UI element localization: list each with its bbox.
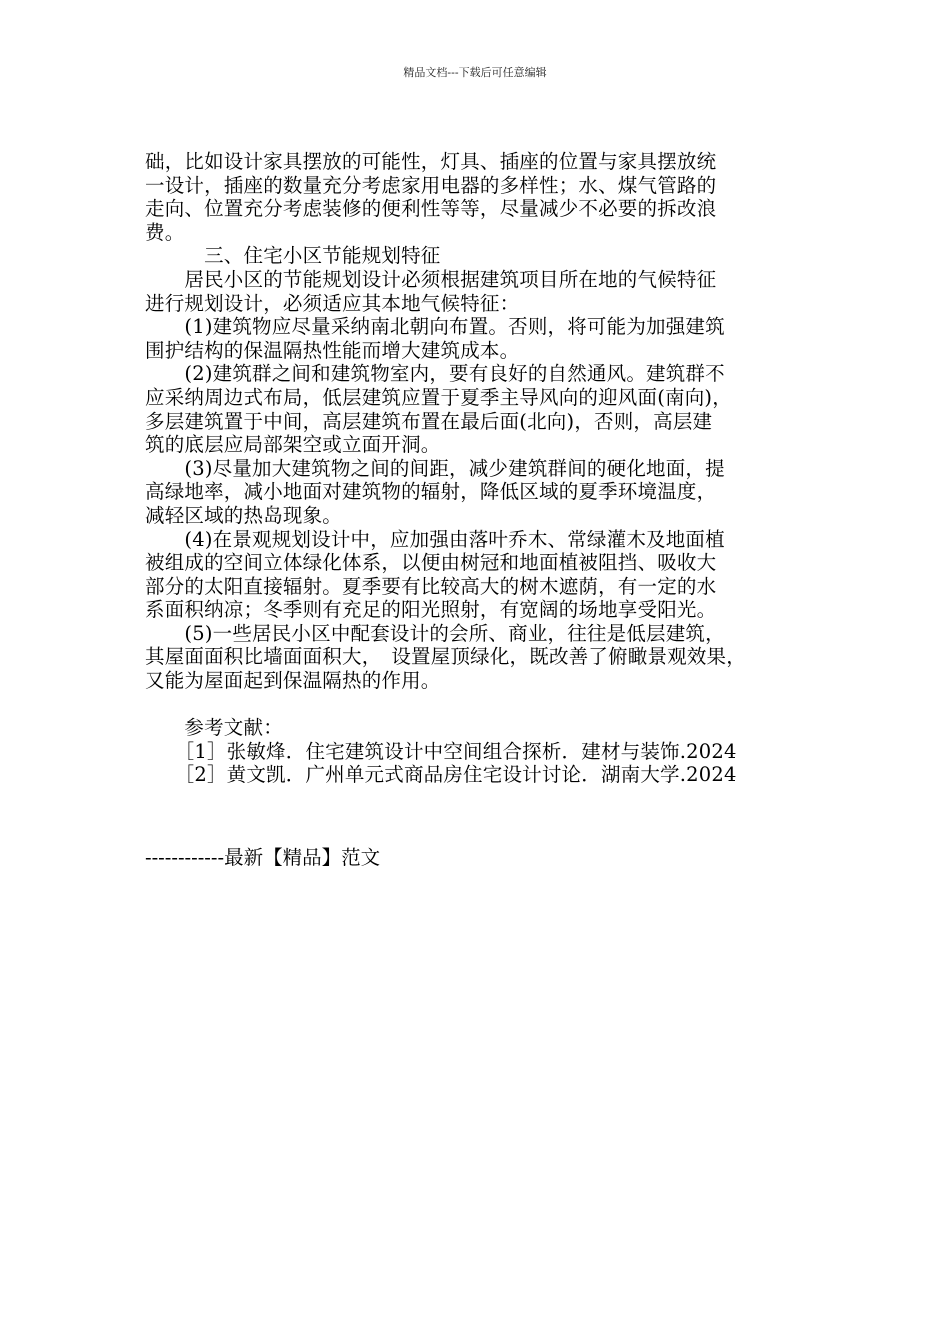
paragraph-line: 础，比如设计家具摆放的可能性，灯具、插座的位置与家具摆放统 [145,150,717,173]
paragraph-line: 筑的底层应局部架空或立面开洞。 [145,433,441,457]
paragraph-line: 多层建筑置于中间，高层建筑布置在最后面(北向)，否则，高层建 [145,409,713,433]
paragraph-line: 其屋面面积比墙面面积大， 设置屋顶绿化，既改善了俯瞰景观效果， [145,645,746,669]
paragraph-line: 应采纳周边式布局，低层建筑应置于夏季主导风向的迎风面(南向)， [145,385,732,409]
paragraph-line: 走向、位置充分考虑装修的便利性等等，尽量减少不必要的拆改浪 [145,197,717,221]
section-heading: 三、住宅小区节能规划特征 [145,244,441,268]
paragraph-line: 又能为屋面起到保温隔热的作用。 [145,669,441,693]
reference-item: ［2］黄文凯．广州单元式商品房住宅设计讨论．湖南大学.2024 [145,763,737,787]
paragraph-line: (1)建筑物应尽量采纳南北朝向布置。否则，将可能为加强建筑 [145,315,725,339]
references-title: 参考文献： [145,716,283,740]
paragraph-line: (3)尽量加大建筑物之间的间距，减少建筑群间的硬化地面，提 [145,456,725,480]
paragraph-line: 进行规划设计，必须适应其本地气候特征： [145,291,520,315]
page-footer: ------------最新【精品】范文 [145,846,381,869]
blank-line [145,693,817,717]
paragraph-line: 一设计，插座的数量充分考虑家用电器的多样性；水、煤气管路的 [145,173,717,197]
paragraph-line: 被组成的空间立体绿化体系，以便由树冠和地面植被阻挡、吸收大 [145,551,717,575]
paragraph-line: 费。 [145,220,185,244]
paragraph-line: (2)建筑群之间和建筑物室内，要有良好的自然通风。建筑群不 [145,362,725,386]
paragraph-line: 围护结构的保温隔热性能而增大建筑成本。 [145,338,520,362]
paragraph-line: (4)在景观规划设计中，应加强由落叶乔木、常绿灌木及地面植 [145,527,725,551]
document-body [145,150,817,787]
paragraph-line: 居民小区的节能规划设计必须根据建筑项目所在地的气候特征 [145,267,717,291]
page-header: 精品文档---下载后可任意编辑 [403,66,547,79]
reference-item: ［1］张敏烽．住宅建筑设计中空间组合探析．建材与装饰.2024 [145,739,737,763]
paragraph-line: (5)一些居民小区中配套设计的会所、商业，往往是低层建筑， [145,621,725,645]
paragraph-line: 部分的太阳直接辐射。夏季要有比较高大的树木遮荫，有一定的水 [145,574,717,598]
paragraph-line: 减轻区域的热岛现象。 [145,503,343,527]
paragraph-line: 系面积纳凉；冬季则有充足的阳光照射，有宽阔的场地享受阳光。 [145,598,717,622]
paragraph-line: 高绿地率，减小地面对建筑物的辐射，降低区域的夏季环境温度， [145,480,717,504]
